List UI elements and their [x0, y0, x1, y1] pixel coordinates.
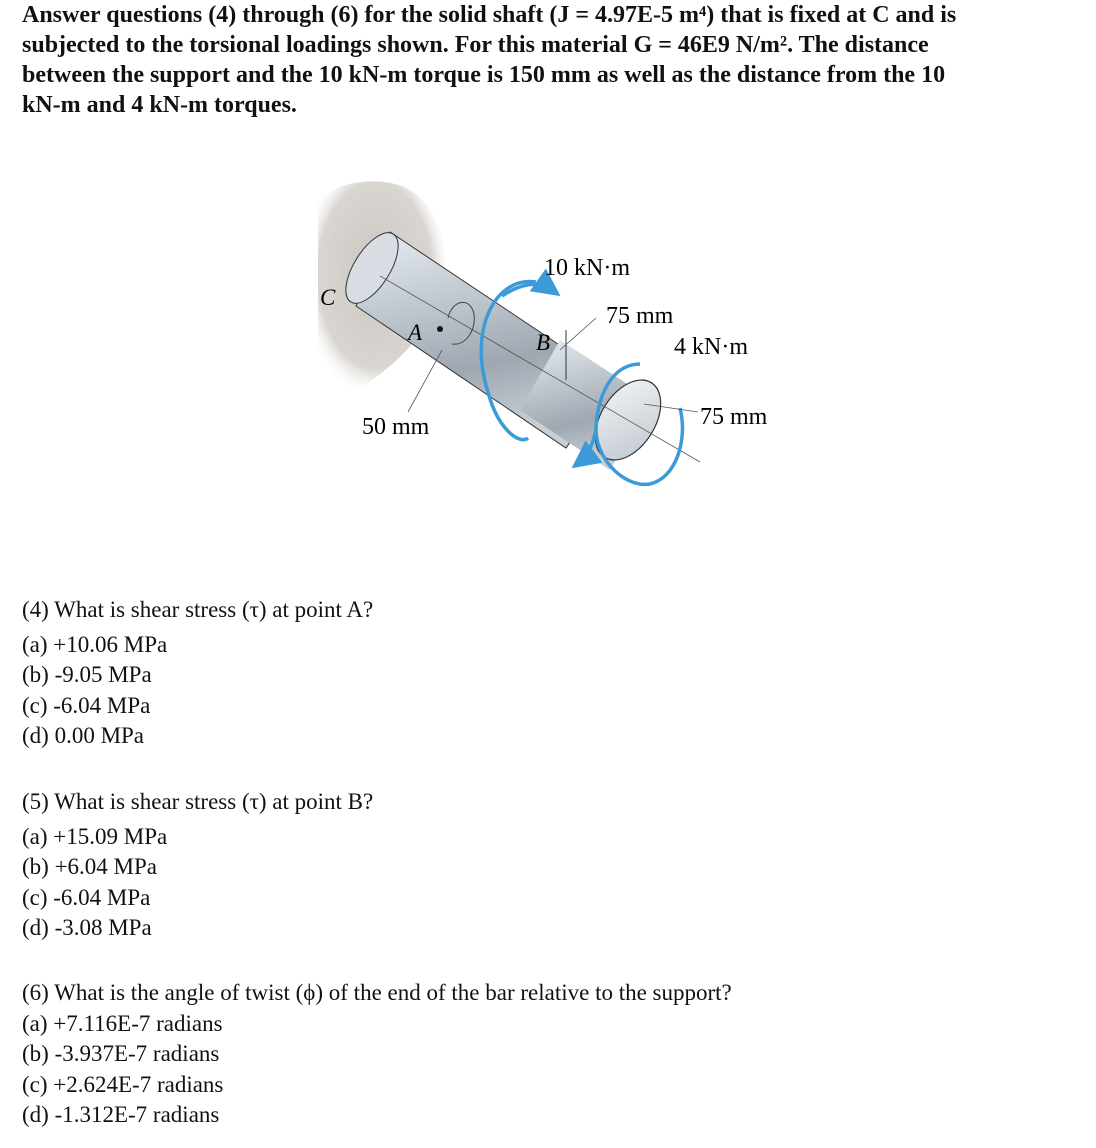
problem-line-3: between the support and the 10 kN-m torque is 150 mm as well as the distance from the 10: [22, 62, 946, 88]
label-c: C: [320, 285, 336, 310]
problem-line-1: Answer questions (4) through (6) for the solid shaft (J = 4.97E-5 m⁴) that is fixed at C and is: [22, 2, 957, 28]
question-4: [22, 595, 373, 752]
label-dim-75-right: 75 mm: [700, 404, 768, 430]
shaft-figure: [0, 0, 1096, 560]
question-5-option-b: (b) +6.04 MPa: [22, 854, 157, 879]
point-a-dot: [437, 326, 443, 332]
dim-75-top-leader: [560, 318, 596, 350]
problem-line-2: subjected to the torsional loadings shown. For this material G = 46E9 N/m². The distance: [22, 32, 929, 58]
question-5-option-a: (a) +15.09 MPa: [22, 823, 168, 849]
question-4-option-b: (b) -9.05 MPa: [22, 662, 152, 687]
label-dim-75-top: 75 mm: [606, 303, 674, 329]
dim-50-leader: [408, 350, 442, 412]
question-6-option-d: (d) -1.312E-7 radians: [22, 1102, 220, 1127]
question-4-option-c: (c) -6.04 MPa: [22, 692, 151, 718]
label-torque-10: 10 kN·m: [544, 255, 630, 281]
question-4-option-d: (d) 0.00 MPa: [22, 723, 145, 748]
label-a: A: [408, 320, 423, 345]
question-6-prompt: (6) What is the angle of twist (ϕ) of the end of the bar relative to the support?: [22, 980, 732, 1005]
label-dim-50: 50 mm: [362, 414, 430, 440]
label-b: B: [536, 330, 551, 355]
question-6-option-c: (c) +2.624E-7 radians: [22, 1071, 224, 1097]
question-5-prompt: (5) What is shear stress (τ) at point B?: [22, 789, 374, 814]
question-5-option-d: (d) -3.08 MPa: [22, 915, 152, 940]
question-4-prompt: (4) What is shear stress (τ) at point A?: [22, 597, 374, 622]
label-torque-4: 4 kN·m: [674, 334, 748, 360]
question-6-option-a: (a) +7.116E-7 radians: [22, 1010, 223, 1036]
question-6-option-b: (b) -3.937E-7 radians: [22, 1041, 220, 1066]
problem-line-4: kN-m and 4 kN-m torques.: [22, 92, 297, 118]
question-5: [22, 787, 373, 944]
question-5-option-c: (c) -6.04 MPa: [22, 884, 151, 910]
question-4-option-a: (a) +10.06 MPa: [22, 631, 168, 657]
question-6: [22, 978, 732, 1131]
